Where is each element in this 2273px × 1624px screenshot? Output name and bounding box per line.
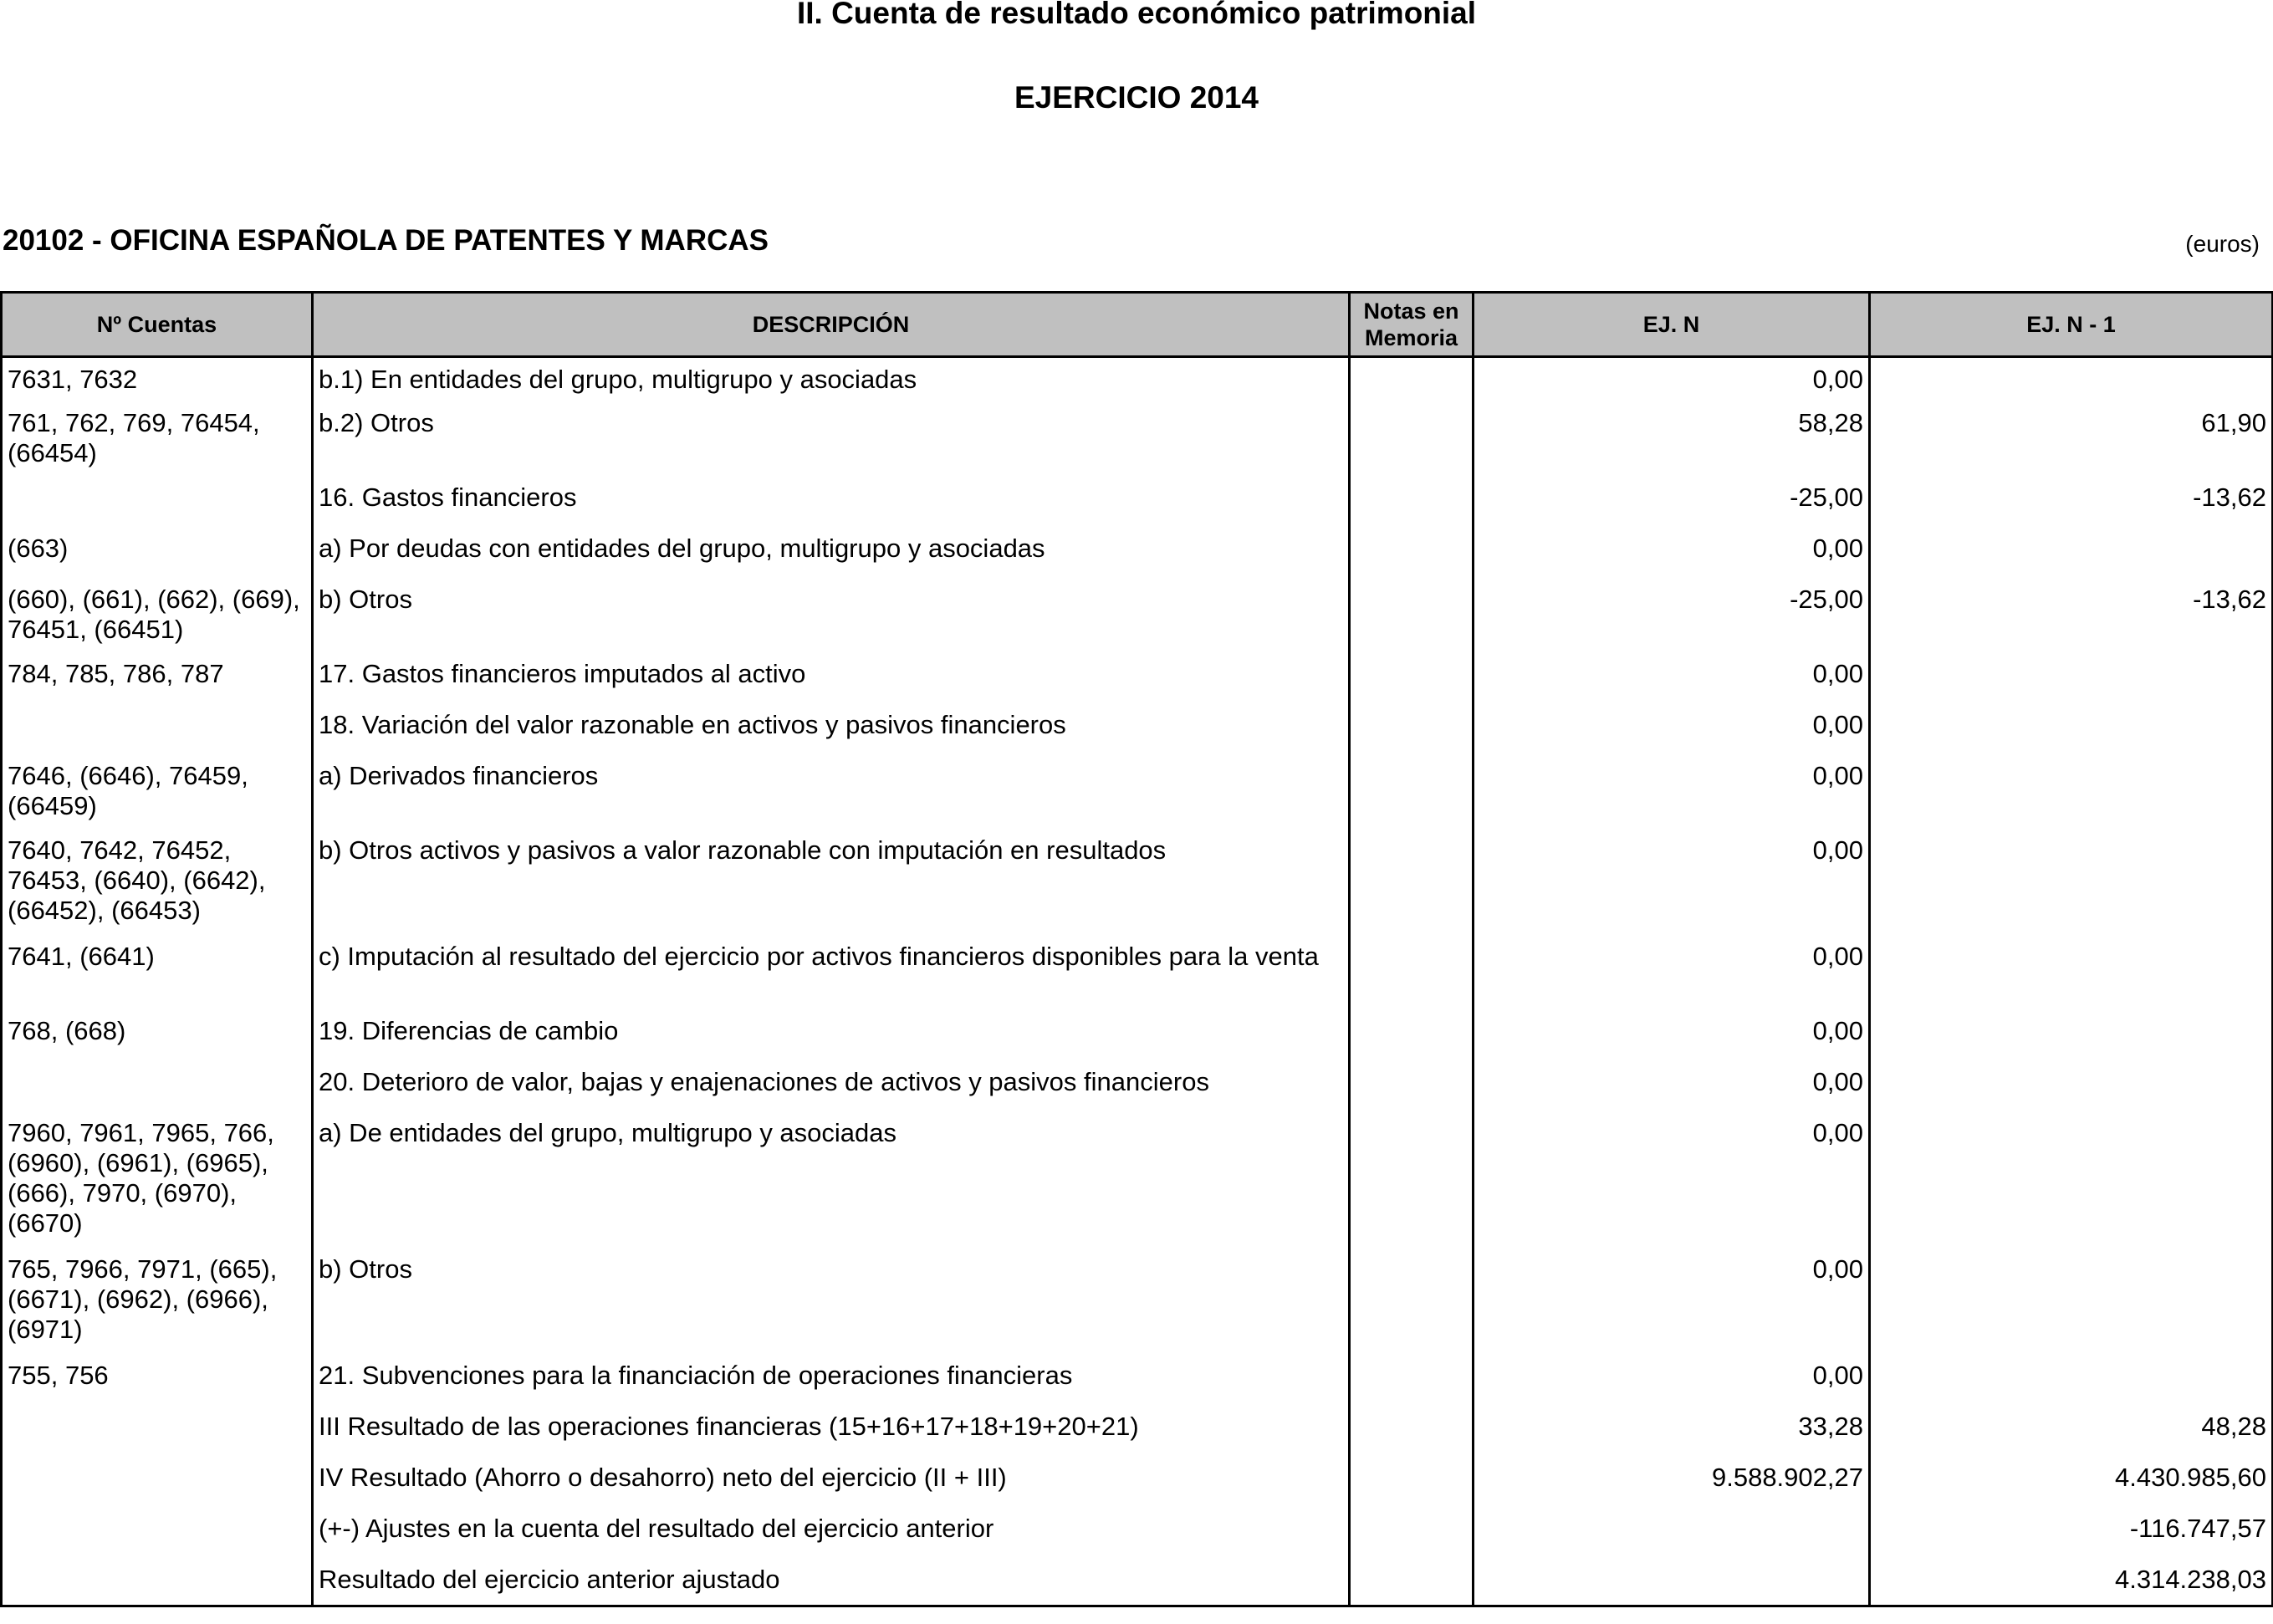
cell-ej-n-1: [1870, 1248, 2273, 1354]
cell-descripcion: 17. Gastos financieros imputados al activo: [313, 652, 1350, 703]
cell-ej-n: 58,28: [1474, 401, 1870, 476]
cell-descripcion: Resultado del ejercicio anterior ajustado: [313, 1558, 1350, 1606]
cell-cuentas: 7641, (6641): [2, 935, 313, 1009]
cell-ej-n-1: -13,62: [1870, 476, 2273, 527]
cell-ej-n: 9.588.902,27: [1474, 1456, 1870, 1507]
table-row: [2, 1405, 2273, 1456]
cell-notas: [1350, 578, 1474, 652]
cell-descripcion: a) De entidades del grupo, multigrupo y asociadas: [313, 1111, 1350, 1248]
cell-ej-n: -25,00: [1474, 578, 1870, 652]
cell-descripcion: (+-) Ajustes en la cuenta del resultado del ejercicio anterior: [313, 1507, 1350, 1558]
table-row: [2, 1248, 2273, 1354]
cell-cuentas: [2, 1507, 313, 1558]
cell-descripcion: III Resultado de las operaciones financieras (15+16+17+18+19+20+21): [313, 1405, 1350, 1456]
table-row: [2, 476, 2273, 527]
table-row: [2, 578, 2273, 652]
table-row: [2, 1009, 2273, 1060]
cell-cuentas: [2, 1060, 313, 1111]
table-row: [2, 1060, 2273, 1111]
cell-ej-n: 0,00: [1474, 652, 1870, 703]
cell-cuentas: 7960, 7961, 7965, 766, (6960), (6961), (6965), (666), 7970, (6970), (6670): [2, 1111, 313, 1248]
cell-ej-n: 0,00: [1474, 1060, 1870, 1111]
cell-ej-n-1: 4.430.985,60: [1870, 1456, 2273, 1507]
cell-notas: [1350, 357, 1474, 401]
cell-cuentas: 765, 7966, 7971, (665), (6671), (6962), (6966), (6971): [2, 1248, 313, 1354]
cell-ej-n-1: -13,62: [1870, 578, 2273, 652]
cell-ej-n-1: -116.747,57: [1870, 1507, 2273, 1558]
cell-ej-n: 0,00: [1474, 1009, 1870, 1060]
table-row: [2, 703, 2273, 754]
cell-ej-n-1: [1870, 754, 2273, 829]
cell-descripcion: b) Otros activos y pasivos a valor razonable con imputación en resultados: [313, 829, 1350, 935]
column-header-ej-n: EJ. N: [1474, 293, 1870, 357]
cell-descripcion: 16. Gastos financieros: [313, 476, 1350, 527]
cell-cuentas: [2, 1456, 313, 1507]
cell-notas: [1350, 935, 1474, 1009]
cell-cuentas: 768, (668): [2, 1009, 313, 1060]
cell-ej-n: 0,00: [1474, 1111, 1870, 1248]
cell-descripcion: IV Resultado (Ahorro o desahorro) neto del ejercicio (II + III): [313, 1456, 1350, 1507]
cell-ej-n-1: [1870, 935, 2273, 1009]
table-row: [2, 401, 2273, 476]
cell-notas: [1350, 652, 1474, 703]
cell-cuentas: 7631, 7632: [2, 357, 313, 401]
cell-notas: [1350, 1354, 1474, 1405]
cell-ej-n-1: 4.314.238,03: [1870, 1558, 2273, 1606]
cell-ej-n-1: [1870, 357, 2273, 401]
cell-ej-n-1: [1870, 1009, 2273, 1060]
cell-descripcion: b) Otros: [313, 1248, 1350, 1354]
column-header-ej-n-1: EJ. N - 1: [1870, 293, 2273, 357]
column-header-descripcion: DESCRIPCIÓN: [313, 293, 1350, 357]
cell-cuentas: 784, 785, 786, 787: [2, 652, 313, 703]
table-row: [2, 1558, 2273, 1606]
cell-notas: [1350, 527, 1474, 578]
cell-cuentas: [2, 1558, 313, 1606]
table-row: [2, 1456, 2273, 1507]
cell-cuentas: 7646, (6646), 76459, (66459): [2, 754, 313, 829]
cell-descripcion: 21. Subvenciones para la financiación de operaciones financieras: [313, 1354, 1350, 1405]
cell-ej-n-1: [1870, 652, 2273, 703]
cell-ej-n: [1474, 1507, 1870, 1558]
cell-notas: [1350, 829, 1474, 935]
column-header-notas: Notas en Memoria: [1350, 293, 1474, 357]
cell-descripcion: 19. Diferencias de cambio: [313, 1009, 1350, 1060]
cell-ej-n: 0,00: [1474, 754, 1870, 829]
cell-cuentas: (660), (661), (662), (669), 76451, (66451): [2, 578, 313, 652]
cell-descripcion: b.2) Otros: [313, 401, 1350, 476]
column-header-cuentas: Nº Cuentas: [2, 293, 313, 357]
cell-notas: [1350, 1558, 1474, 1606]
cell-notas: [1350, 1405, 1474, 1456]
currency-unit-label: (euros): [2185, 231, 2260, 257]
cell-descripcion: b.1) En entidades del grupo, multigrupo y asociadas: [313, 357, 1350, 401]
table-row: [2, 527, 2273, 578]
table-row: [2, 754, 2273, 829]
table-row: [2, 1111, 2273, 1248]
report-title: II. Cuenta de resultado económico patrimonial: [796, 0, 1477, 30]
cell-notas: [1350, 1009, 1474, 1060]
cell-ej-n-1: [1870, 1060, 2273, 1111]
cell-ej-n: 0,00: [1474, 357, 1870, 401]
cell-notas: [1350, 1060, 1474, 1111]
cell-ej-n: 0,00: [1474, 935, 1870, 1009]
cell-descripcion: a) Derivados financieros: [313, 754, 1350, 829]
table-row: [2, 652, 2273, 703]
table-header-row: [2, 293, 2273, 357]
cell-ej-n-1: 48,28: [1870, 1405, 2273, 1456]
table-row: [2, 1354, 2273, 1405]
cell-ej-n: 0,00: [1474, 1248, 1870, 1354]
cell-ej-n: -25,00: [1474, 476, 1870, 527]
cell-ej-n-1: [1870, 1111, 2273, 1248]
cell-notas: [1350, 1111, 1474, 1248]
cell-notas: [1350, 754, 1474, 829]
cell-ej-n-1: [1870, 1354, 2273, 1405]
cell-notas: [1350, 1507, 1474, 1558]
cell-descripcion: a) Por deudas con entidades del grupo, multigrupo y asociadas: [313, 527, 1350, 578]
cell-notas: [1350, 703, 1474, 754]
cell-ej-n: 0,00: [1474, 527, 1870, 578]
organization-heading: 20102 - OFICINA ESPAÑOLA DE PATENTES Y MARCAS: [3, 224, 769, 257]
cell-notas: [1350, 1456, 1474, 1507]
cell-cuentas: 7640, 7642, 76452, 76453, (6640), (6642), (66452), (66453): [2, 829, 313, 935]
fiscal-year-heading: EJERCICIO 2014: [1014, 80, 1259, 115]
cell-ej-n: [1474, 1558, 1870, 1606]
cell-ej-n-1: [1870, 829, 2273, 935]
cell-ej-n-1: [1870, 527, 2273, 578]
cell-notas: [1350, 476, 1474, 527]
cell-ej-n: 0,00: [1474, 703, 1870, 754]
table-row: [2, 357, 2273, 401]
cell-ej-n-1: [1870, 703, 2273, 754]
table-row: [2, 829, 2273, 935]
cell-ej-n: 33,28: [1474, 1405, 1870, 1456]
cell-ej-n: 0,00: [1474, 1354, 1870, 1405]
cell-cuentas: [2, 476, 313, 527]
table-row: [2, 935, 2273, 1009]
cell-descripcion: b) Otros: [313, 578, 1350, 652]
cell-notas: [1350, 1248, 1474, 1354]
table-row: [2, 1507, 2273, 1558]
cell-ej-n: 0,00: [1474, 829, 1870, 935]
cell-cuentas: 761, 762, 769, 76454, (66454): [2, 401, 313, 476]
cell-cuentas: [2, 1405, 313, 1456]
result-statement-table: [0, 291, 2273, 1607]
cell-cuentas: 755, 756: [2, 1354, 313, 1405]
cell-descripcion: 18. Variación del valor razonable en activos y pasivos financieros: [313, 703, 1350, 754]
cell-descripcion: 20. Deterioro de valor, bajas y enajenaciones de activos y pasivos financieros: [313, 1060, 1350, 1111]
cell-cuentas: [2, 703, 313, 754]
cell-cuentas: (663): [2, 527, 313, 578]
cell-ej-n-1: 61,90: [1870, 401, 2273, 476]
cell-descripcion: c) Imputación al resultado del ejercicio por activos financieros disponibles para la venta: [313, 935, 1350, 1009]
cell-notas: [1350, 401, 1474, 476]
